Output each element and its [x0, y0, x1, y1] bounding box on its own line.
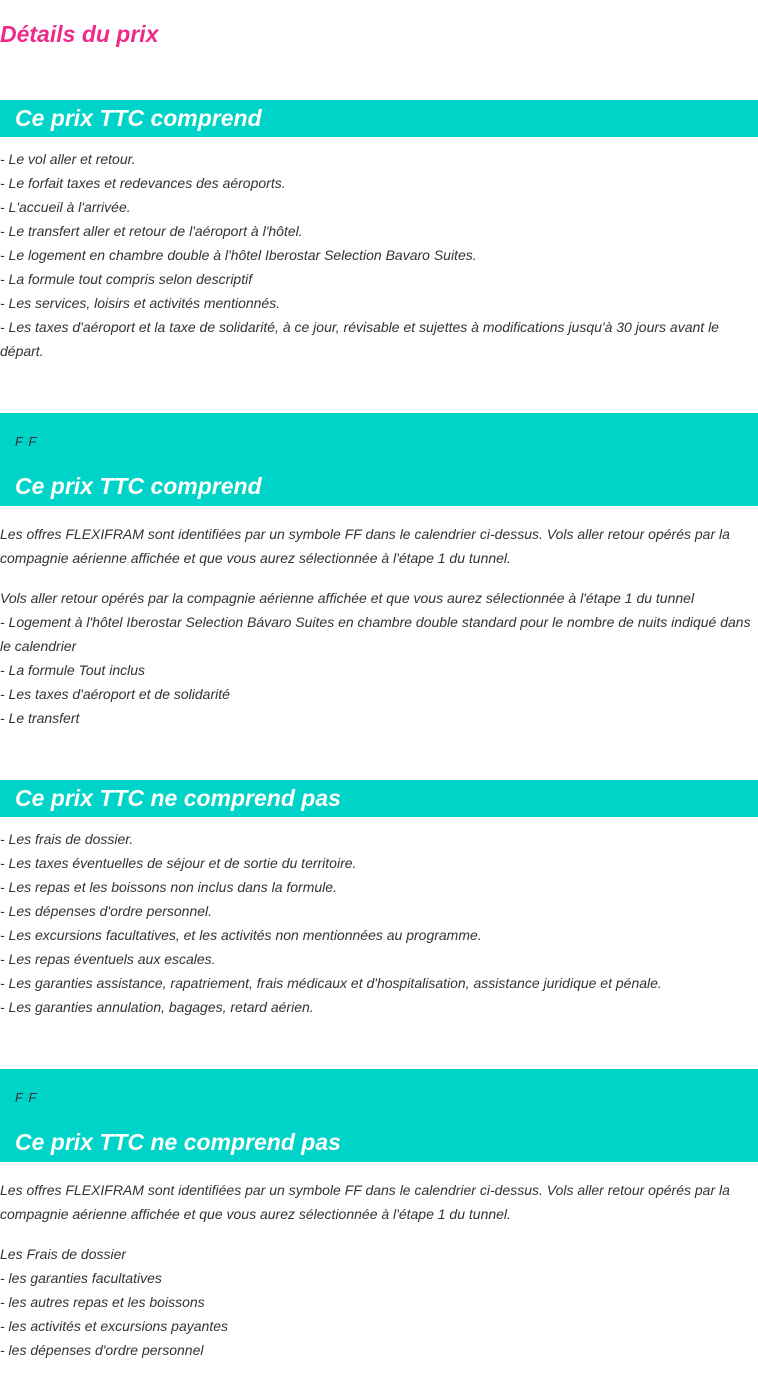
- excludes-ff-list: [0, 1242, 758, 1362]
- excludes-ff-intro: Les offres FLEXIFRAM sont identifiées par un symbole FF dans le calendrier ci-dessus. Vols aller retour opérés par la compagnie aérienne affichée et que vous aurez sélectionnée à l'étape 1 du tunnel.: [0, 1182, 730, 1222]
- list-item: - Le transfert aller et retour de l'aéroport à l'hôtel.: [0, 223, 303, 239]
- list-item: - les dépenses d'ordre personnel: [0, 1342, 204, 1358]
- list-item: - Les frais de dossier.: [0, 831, 134, 847]
- page-title: Détails du prix: [0, 21, 159, 47]
- list-item: - La formule tout compris selon descriptif: [0, 271, 253, 287]
- list-item: - La formule Tout inclus: [0, 662, 145, 678]
- includes-ff-intro: Les offres FLEXIFRAM sont identifiées par un symbole FF dans le calendrier ci-dessus. Vols aller retour opérés par la compagnie aérienne affichée et que vous aurez sélectionnée à l'étape 1 du tunnel.: [0, 526, 730, 566]
- list-item: - L'accueil à l'arrivée.: [0, 199, 131, 215]
- list-item: - Les dépenses d'ordre personnel.: [0, 903, 213, 919]
- includes-list: [0, 147, 758, 363]
- list-item: - les autres repas et les boissons: [0, 1294, 205, 1310]
- list-item: - Le vol aller et retour.: [0, 151, 136, 167]
- list-item: - Le forfait taxes et redevances des aéroports.: [0, 175, 286, 191]
- excludes-ff-heading: Ce prix TTC ne comprend pas: [15, 1129, 341, 1155]
- ff-badge: F F: [15, 434, 38, 449]
- excludes-banner: [0, 780, 758, 817]
- list-item: - Le transfert: [0, 710, 80, 726]
- includes-ff-list: [0, 586, 758, 730]
- includes-ff-heading: Ce prix TTC comprend: [15, 473, 262, 499]
- list-item: - Les repas et les boissons non inclus dans la formule.: [0, 879, 337, 895]
- list-item: - Les taxes d'aéroport et la taxe de solidarité, à ce jour, révisable et sujettes à modifications jusqu'à 30 jours avant le départ.: [0, 319, 719, 359]
- list-item: - les activités et excursions payantes: [0, 1318, 228, 1334]
- list-item: Les Frais de dossier: [0, 1246, 127, 1262]
- list-item: - Le logement en chambre double à l'hôtel Iberostar Selection Bavaro Suites.: [0, 247, 477, 263]
- includes-ff-banner: [0, 413, 758, 506]
- list-item: - Logement à l'hôtel Iberostar Selection Bávaro Suites en chambre double standard pour le nombre de nuits indiqué dans le calendrier: [0, 614, 751, 654]
- list-item: - Les taxes éventuelles de séjour et de sortie du territoire.: [0, 855, 357, 871]
- list-item: - Les repas éventuels aux escales.: [0, 951, 216, 967]
- list-item: - Les taxes d'aéroport et de solidarité: [0, 686, 230, 702]
- list-item: Vols aller retour opérés par la compagnie aérienne affichée et que vous aurez sélectionnée à l'étape 1 du tunnel: [0, 590, 695, 606]
- list-item: - Les garanties annulation, bagages, retard aérien.: [0, 999, 314, 1015]
- includes-heading: Ce prix TTC comprend: [15, 105, 262, 131]
- ff-badge: F F: [15, 1090, 38, 1105]
- list-item: - Les garanties assistance, rapatriement, frais médicaux et d'hospitalisation, assistance juridique et pénale.: [0, 975, 662, 991]
- excludes-list: [0, 827, 758, 1019]
- includes-banner: [0, 100, 758, 137]
- list-item: - Les services, loisirs et activités mentionnés.: [0, 295, 281, 311]
- list-item: - les garanties facultatives: [0, 1270, 162, 1286]
- list-item: - Les excursions facultatives, et les activités non mentionnées au programme.: [0, 927, 482, 943]
- excludes-heading: Ce prix TTC ne comprend pas: [15, 785, 341, 811]
- excludes-ff-banner: [0, 1069, 758, 1162]
